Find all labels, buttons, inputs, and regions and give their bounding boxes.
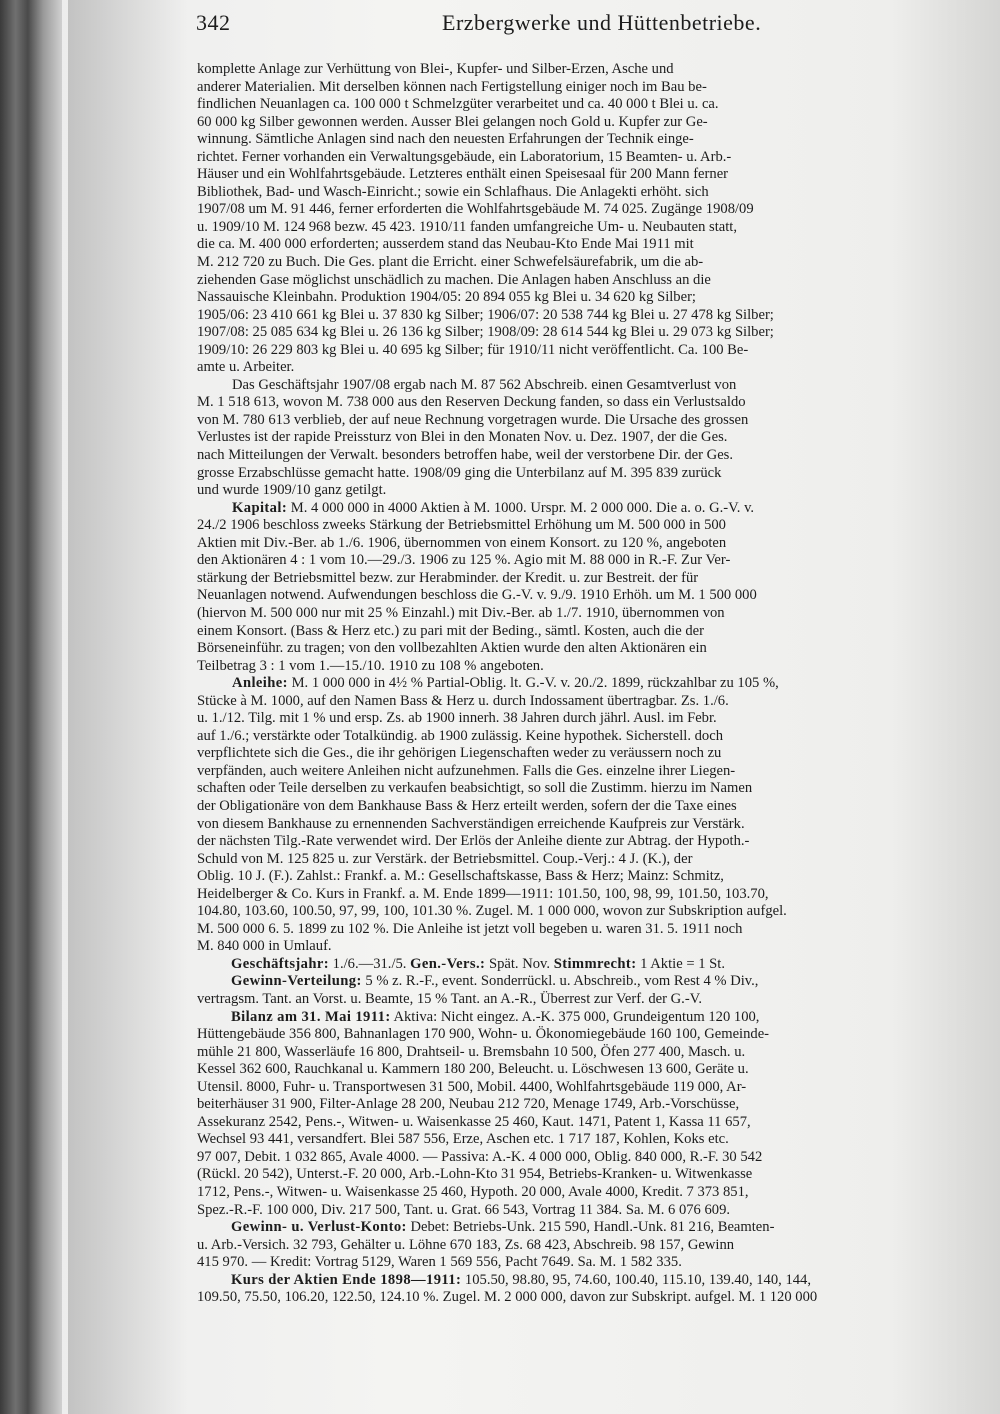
text-line — [197, 184, 957, 202]
text-line — [197, 1131, 957, 1149]
text-line — [197, 658, 957, 676]
line-text: M. 212 720 zu Buch. Die Ges. plant die Erricht. einer Schwefelsäurefabrik, um die ab- — [197, 254, 704, 271]
text-line — [197, 1166, 957, 1184]
line-text: Spät. Nov. — [488, 955, 551, 972]
line-text: Debet: Betriebs-Unk. 215 590, Handl.-Unk. 81 216, Beamten- — [410, 1219, 775, 1236]
text-line — [197, 921, 957, 939]
text-line — [197, 833, 957, 851]
text-line — [197, 798, 957, 816]
line-text: winnung. Sämtliche Anlagen sind nach den neuesten Erfahrungen der Technik einge- — [197, 131, 694, 148]
text-line — [197, 552, 957, 570]
body-text — [197, 61, 957, 1307]
text-line — [197, 903, 957, 921]
line-text: Nassauische Kleinbahn. Produktion 1904/05: 20 894 055 kg Blei u. 34 620 kg Silber; — [197, 289, 696, 306]
text-line — [197, 342, 957, 360]
section-heading: Kurs der Aktien Ende 1898—1911: — [231, 1271, 462, 1288]
section-heading: Stimmrecht: — [553, 955, 637, 972]
line-text: Assekuranz 2542, Pens.-, Witwen- u. Waisenkasse 25 460, Kaut. 1471, Patent 1, Kassa 11 657, — [197, 1113, 751, 1130]
line-text: 1909/10: 26 229 803 kg Blei u. 40 695 kg Silber; für 1910/11 nicht veröffentlicht. Ca. 100 Be- — [197, 341, 749, 358]
line-text: beiterhäuser 31 900, Filter-Anlage 28 200, Neubau 212 720, Menage 1749, Arb.-Vorschüsse, — [197, 1096, 740, 1113]
line-text: M. 500 000 6. 5. 1899 zu 102 %. Die Anleihe ist jetzt voll begeben u. waren 31. 5. 1911 noch — [197, 920, 743, 937]
line-text: Verlustes ist der rapide Preissturz von Blei in den Monaten Nov. u. Dez. 1907, der die Ges. — [197, 429, 728, 446]
text-line — [197, 1096, 957, 1114]
line-text: Wechsel 93 441, versandfert. Blei 587 556, Erze, Aschen etc. 1 717 187, Kohlen, Koks etc. — [197, 1131, 729, 1148]
text-line — [197, 254, 957, 272]
line-text: und wurde 1909/10 ganz getilgt. — [197, 482, 387, 499]
text-line — [197, 728, 957, 746]
line-text: verpfänden, auch weitere Anleihen nicht aufzunehmen. Falls die Ges. einzelne ihrer Liegen- — [197, 762, 736, 779]
line-text: Das Geschäftsjahr 1907/08 ergab nach M. 87 562 Abschreib. einen Gesamtverlust von — [232, 376, 737, 393]
text-line — [197, 886, 957, 904]
line-text: die ca. M. 400 000 erforderten; ausserdem stand das Neubau-Kto Ende Mai 1911 mit — [197, 236, 694, 253]
line-text: Heidelberger & Co. Kurs in Frankf. a. M. Ende 1899—1911: 101.50, 100, 98, 99, 101.50, 103.70, — [197, 885, 769, 902]
line-text: Börseneinführ. zu tragen; von den vollbezahlten Aktien wurde den alten Aktionären ein — [197, 640, 707, 657]
text-line — [197, 640, 957, 658]
text-line — [197, 96, 957, 114]
text-line — [197, 517, 957, 535]
text-line — [197, 1184, 957, 1202]
line-text: den Aktionären 4 : 1 vom 10.—29./3. 1906 zu 125 %. Agio mit M. 88 000 in R.-F. Zur Ver- — [197, 552, 731, 569]
line-text: Oblig. 10 J. (F.). Zahlst.: Frankf. a. M.: Gesellschaftskasse, Bass & Herz; Mainz: Schmitz, — [197, 868, 724, 885]
text-line — [197, 236, 957, 254]
text-line — [197, 1289, 957, 1307]
text-line — [197, 412, 957, 430]
line-text: 415 970. — Kredit: Vortrag 5129, Waren 1 569 556, Pacht 7649. Sa. M. 1 582 335. — [197, 1254, 682, 1271]
line-text: (hiervon M. 500 000 nur mit 25 % Einzahl.) mit Div.-Ber. ab 1./7. 1910, übernommen von — [197, 604, 725, 621]
text-line — [197, 780, 957, 798]
text-line — [197, 201, 957, 219]
running-head: Erzbergwerke und Hüttenbetriebe. — [442, 10, 762, 35]
line-text: schaften oder Teile derselben zu verkaufen beabsichtigt, so soll die Zustimm. hierzu im Namen — [197, 780, 753, 797]
text-line — [197, 377, 957, 395]
line-text: anderer Materialien. Mit derselben können nach Fertigstellung einiger noch im Bau be- — [197, 78, 707, 95]
text-line — [197, 763, 957, 781]
line-text: Utensil. 8000, Fuhr- u. Transportwesen 31 500, Mobil. 4400, Wohlfahrtsgebäude 119 000, Ar- — [197, 1078, 747, 1095]
line-text: nach Mitteilungen der Verwalt. besonders betroffen habe, weil der verstorbene Dir. der Ges. — [197, 447, 734, 464]
text-line — [197, 61, 957, 79]
line-text: Stücke à M. 1000, auf den Namen Bass & Herz u. durch Indossament übertragbar. Zs. 1./6. — [197, 692, 729, 709]
line-text: von M. 780 613 verblieb, der auf neue Rechnung vorgetragen wurde. Die Ursache des grossen — [197, 411, 749, 428]
line-text: M. 1 518 613, wovon M. 738 000 aus den Reserven Deckung fanden, so dass ein Verlustsaldo — [197, 394, 746, 411]
line-text: richtet. Ferner vorhanden ein Verwaltungsgebäude, ein Laboratorium, 15 Beamten- u. Arb.- — [197, 148, 732, 165]
text-line — [197, 1219, 957, 1237]
line-text: der nächsten Tilg.-Rate verwendet wird. Der Erlös der Anleihe diente zur Abtrag. der Hypoth.- — [197, 833, 750, 850]
line-text: u. Arb.-Versich. 32 793, Gehälter u. Löhne 670 183, Zs. 68 423, Abschreib. 98 157, Gewinn — [197, 1236, 735, 1253]
text-line — [197, 289, 957, 307]
text-line — [197, 938, 957, 956]
text-line — [197, 1079, 957, 1097]
text-line — [197, 272, 957, 290]
text-line — [197, 1254, 957, 1272]
text-line — [197, 447, 957, 465]
line-text: verpflichtete sich die Ges., die ihr gehörigen Liegenschaften weder zu veräussern noch zu — [197, 745, 722, 762]
line-text: Bibliothek, Bad- und Wasch-Einricht.; sowie ein Schlafhaus. Die Anlagekti erhöht. sich — [197, 183, 709, 200]
text-line — [197, 500, 957, 518]
line-text: 97 007, Debit. 1 032 865, Avale 4000. — Passiva: A.-K. 4 000 000, Oblig. 840 000, R.-F. 30 542 — [197, 1148, 763, 1165]
section-heading: Gewinn-Verteilung: — [231, 973, 362, 990]
text-line — [197, 693, 957, 711]
line-text: 1 Aktie = 1 St. — [640, 955, 725, 972]
line-text: amte u. Arbeiter. — [197, 359, 295, 376]
text-line — [197, 465, 957, 483]
line-text: findlichen Neuanlagen ca. 100 000 t Schmelzgüter verarbeitet und ca. 40 000 t Blei u. ca. — [197, 96, 719, 113]
text-line — [197, 1061, 957, 1079]
text-line — [197, 1202, 957, 1220]
line-text: grosse Erzabschlüsse gemacht hatte. 1908/09 ging die Unterbilanz auf M. 395 839 zurück — [197, 464, 722, 481]
section-heading: Geschäftsjahr: — [231, 955, 330, 972]
section-heading: Gen.-Vers.: — [410, 955, 486, 972]
line-text: Schuld von M. 125 825 u. zur Verstärk. der Betriebsmittel. Coup.-Verj.: 4 J. (K.), der — [197, 850, 693, 867]
text-line — [197, 166, 957, 184]
text-line — [197, 868, 957, 886]
line-text: komplette Anlage zur Verhüttung von Blei-, Kupfer- und Silber-Erzen, Asche und — [197, 61, 674, 77]
line-text: Häuser und ein Wohlfahrtsgebäude. Letzteres enthält einen Speisesaal für 200 Mann ferner — [197, 166, 729, 183]
text-line — [197, 429, 957, 447]
line-text: von diesem Bankhause zu ernennenden Sachverständigen erreichende Kaufpreis zur Verstärk. — [197, 815, 745, 832]
line-text: 60 000 kg Silber gewonnen werden. Ausser Blei gelangen noch Gold u. Kupfer zur Ge- — [197, 113, 708, 130]
text-line — [197, 359, 957, 377]
text-line — [197, 307, 957, 325]
text-line — [197, 114, 957, 132]
section-heading: Kapital: — [232, 499, 288, 516]
text-line — [197, 991, 957, 1009]
text-line — [197, 79, 957, 97]
line-text: 1./6.—31./5. — [332, 955, 407, 972]
text-line — [197, 851, 957, 869]
line-text: auf 1./6.; verstärkte oder Totalkündig. ab 1900 zulässig. Keine hypothek. Sicherstell. doch — [197, 727, 723, 744]
line-text: (Rückl. 20 542), Unterst.-F. 20 000, Arb.-Lohn-Kto 31 954, Betriebs-Kranken- u. Witwenkasse — [197, 1166, 753, 1183]
line-text: 1905/06: 23 410 661 kg Blei u. 37 830 kg Silber; 1906/07: 20 538 744 kg Blei u. 27 478 kg Silber; — [197, 306, 774, 323]
text-line — [197, 482, 957, 500]
line-text: ziehenden Gase möglichst unschädlich zu machen. Die Anlagen haben Anschluss an die — [197, 271, 711, 288]
text-line — [197, 1044, 957, 1062]
text-line — [197, 816, 957, 834]
line-text: 24./2 1906 beschloss zweeks Stärkung der Betriebsmittel Erhöhung um M. 500 000 in 500 — [197, 517, 726, 534]
text-line — [197, 623, 957, 641]
line-text: 104.80, 103.60, 100.50, 97, 99, 100, 101.30 %. Zugel. M. 1 000 000, wovon zur Subskription aufgel. — [197, 903, 787, 920]
line-text: Aktien mit Div.-Ber. ab 1./6. 1906, übernommen von einem Konsort. zu 120 %, angeboten — [197, 534, 727, 551]
text-line — [197, 1114, 957, 1132]
section-heading: Gewinn- u. Verlust-Konto: — [231, 1219, 407, 1236]
line-text: 105.50, 98.80, 95, 74.60, 100.40, 115.10, 139.40, 140, 144, — [464, 1271, 811, 1288]
text-line — [197, 956, 957, 974]
line-text: M. 840 000 in Umlauf. — [197, 938, 332, 955]
line-text: Aktiva: Nicht eingez. A.-K. 375 000, Grundeigentum 120 100, — [393, 1008, 760, 1025]
line-text: stärkung der Betriebsmittel bezw. zur Herabminder. der Kredit. u. zur Bestreit. der für — [197, 569, 699, 586]
text-line — [197, 219, 957, 237]
text-line — [197, 1149, 957, 1167]
line-text: 109.50, 75.50, 106.20, 122.50, 124.10 %. Zugel. M. 2 000 000, davon zur Subskript. aufgel. M. 1 120 000 — [197, 1289, 818, 1306]
line-text: der Obligationäre von dem Bankhause Bass & Herz erteilt werden, sofern der die Taxe eines — [197, 797, 737, 814]
text-line — [197, 675, 957, 693]
line-text: einem Konsort. (Bass & Herz etc.) zu pari mit der Beding., sämtl. Kosten, auch die der — [197, 622, 704, 639]
text-line — [197, 1009, 957, 1027]
text-line — [197, 149, 957, 167]
line-text: Spez.-R.-F. 100 000, Div. 217 500, Tant. u. Grat. 66 543, Vortrag 11 384. Sa. M. 6 076 609. — [197, 1201, 731, 1218]
line-text: M. 4 000 000 in 4000 Aktien à M. 1000. Urspr. M. 2 000 000. Die a. o. G.-V. v. — [290, 499, 755, 516]
line-text: u. 1909/10 M. 124 968 bezw. 45 423. 1910/11 fanden umfangreiche Um- u. Neubauten statt, — [197, 218, 737, 235]
book-binding-shadow — [0, 0, 62, 1414]
text-line — [197, 324, 957, 342]
text-line — [197, 745, 957, 763]
line-text: mühle 21 800, Wasserläufe 16 800, Drahtseil- u. Bremsbahn 10 500, Öfen 277 400, Masch. u. — [197, 1043, 746, 1060]
text-line — [197, 1272, 957, 1290]
page-header — [196, 10, 956, 40]
line-text: Teilbetrag 3 : 1 vom 1.—15./10. 1910 zu 108 % angeboten. — [197, 657, 544, 674]
text-line — [197, 131, 957, 149]
page-number: 342 — [196, 10, 231, 35]
text-line — [197, 973, 957, 991]
line-text: u. 1./12. Tilg. mit 1 % und ersp. Zs. ab 1900 innerh. 38 Jahren durch jährl. Ausl. im Febr. — [197, 710, 717, 727]
line-text: M. 1 000 000 in 4½ % Partial-Oblig. lt. G.-V. v. 20./2. 1899, rückzahlbar zu 105 %, — [291, 675, 779, 692]
section-heading: Anleihe: — [232, 675, 288, 692]
text-line — [197, 710, 957, 728]
section-heading: Bilanz am 31. Mai 1911: — [231, 1008, 391, 1025]
text-line — [197, 587, 957, 605]
line-text: Kessel 362 600, Rauchkanal u. Kammern 180 200, Beleucht. u. Löschwesen 13 600, Geräte u. — [197, 1061, 749, 1078]
line-text: 1907/08 um M. 91 446, ferner erforderten die Wohlfahrtsgebäude M. 74 025. Zugänge 1908/09 — [197, 201, 754, 218]
line-text: Neuanlagen notwend. Aufwendungen beschloss die G.-V. v. 9./9. 1910 Erhöh. um M. 1 500 000 — [197, 587, 757, 604]
text-line — [197, 1026, 957, 1044]
line-text: 1907/08: 25 085 634 kg Blei u. 26 136 kg Silber; 1908/09: 28 614 544 kg Blei u. 29 073 kg Silber; — [197, 324, 774, 341]
line-text: 1712, Pens.-, Witwen- u. Waisenkasse 25 460, Hypoth. 20 000, Avale 4000, Kredit. 7 373 851, — [197, 1184, 749, 1200]
text-line — [197, 570, 957, 588]
line-text: Hüttengebäude 356 800, Bahnanlagen 170 900, Wohn- u. Ökonomiegebäude 160 100, Gemeinde- — [197, 1026, 770, 1043]
line-text: vertragsm. Tant. an Vorst. u. Beamte, 15 % Tant. an A.-R., Überrest zur Verf. der G.-V. — [197, 990, 702, 1007]
text-line — [197, 535, 957, 553]
text-line — [197, 394, 957, 412]
line-text: 5 % z. R.-F., event. Sonderrückl. u. Abschreib., vom Rest 4 % Div., — [365, 973, 759, 990]
text-line — [197, 605, 957, 623]
text-line — [197, 1237, 957, 1255]
